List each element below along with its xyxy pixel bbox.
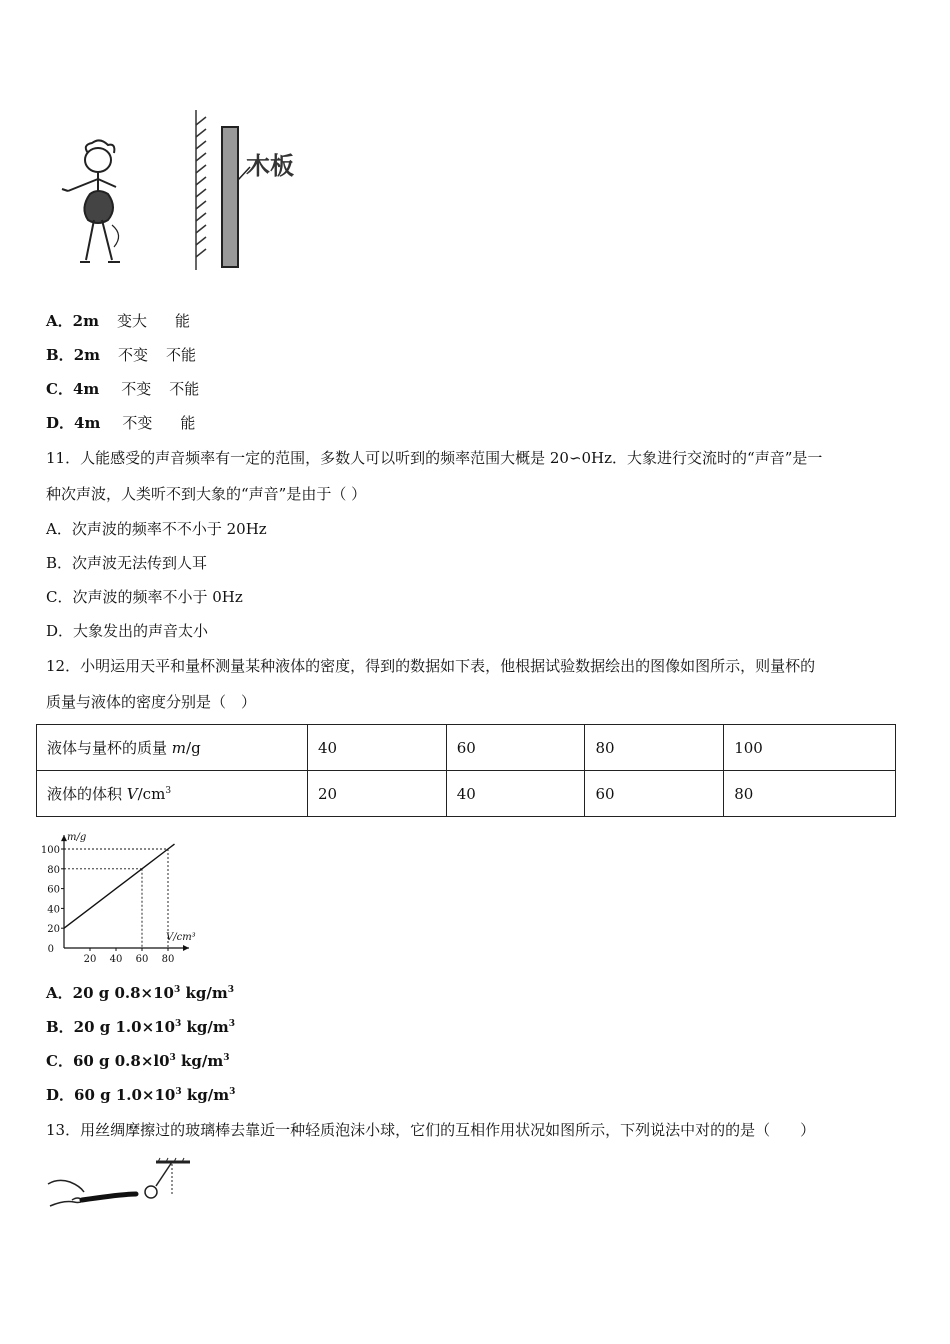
person-drawing [62,140,120,262]
hand-drawing [48,1180,86,1206]
q12-stem-line2: 质量与液体的密度分别是（ ） [46,693,257,711]
y-tick-label: 60 [47,884,60,896]
q10-option-b: B．2m 不变 不能 [46,346,197,364]
wall-hatching [196,110,206,270]
table-cell: 100 [724,725,896,771]
y-axis-label: m/g [67,832,87,843]
table-cell: 60 [446,725,585,771]
mass-volume-chart [36,826,216,966]
q10-option-d: D．4m 不变 能 [46,414,196,432]
y-tick-label: 100 [40,845,60,856]
q11-option-b: B．次声波无法传到人耳 [46,554,208,572]
q13-stem-line1: 13．用丝绸摩擦过的玻璃棒去靠近一种轻质泡沫小球，它们的互相作用状况如图所示，下列说法中对的的是（ ） [46,1121,816,1139]
q12-option-c: C．60 g $0.8\times l0^3$ $kg/m^3$ [46,1052,230,1070]
q12-option-d: D．60 g $1.0\times 10^3$ $kg/m^3$ [46,1086,236,1104]
x-tick-label: 60 [135,954,149,965]
x-axis-label: V/cm³ [166,932,196,943]
y-tick-label: 20 [47,924,60,936]
table-row [37,771,896,817]
q12-stem-line1: 12．小明运用天平和量杯测量某种液体的密度，得到的数据如下表，他根据试验数据绘出的图像如图所示，则量杯的 [46,657,816,675]
q11-stem-line2: 种次声波，人类听不到大象的“声音”是由于（ ） [46,485,367,503]
q11-stem-line1: 11．人能感受的声音频率有一定的范围，多数人可以听到的频率范围大概是 20∽0Hz．大象进行交流时的“声音”是一 [46,449,823,467]
table-header-volume: 液体的体积 $V/cm^3$ [37,771,308,817]
hanging-ball [145,1158,190,1198]
q10-option-c: C．4m 不变 不能 [46,380,200,398]
data-table [36,724,896,817]
q10-option-a: A．2m 变大 能 [46,312,190,330]
q12-option-b: B．20 g $1.0\times 10^3$ $kg/m^3$ [46,1018,236,1036]
table-cell: 80 [585,725,724,771]
q11-option-d: D．大象发出的声音太小 [46,622,209,640]
x-tick-label: 40 [109,954,123,965]
x-tick-label: 20 [83,954,97,965]
table-cell: 60 [585,771,724,817]
table-row [37,725,896,771]
board-label: 木板 [246,152,294,180]
y-tick-label: 40 [47,904,60,916]
origin-label: 0 [47,944,54,955]
series-line [64,844,175,928]
table-cell: 40 [446,771,585,817]
table-cell: 40 [308,725,447,771]
q12-option-a: A．20 g $0.8\times 10^3$ $kg/m^3$ [46,984,234,1002]
glass-rod [82,1194,136,1200]
glass-rod-ball-figure [44,1156,204,1218]
y-tick-label: 80 [47,864,60,876]
x-tick-label: 80 [161,954,175,965]
table-header-mass: 液体与量杯的质量 m/g [37,725,308,771]
wooden-board [222,127,238,267]
q11-option-c: C．次声波的频率不小于 0Hz [46,588,243,606]
table-cell: 80 [724,771,896,817]
q11-option-a: A．次声波的频率不不小于 20Hz [46,520,267,538]
table-cell: 20 [308,771,447,817]
mirror-board-figure [50,105,310,280]
x-axis-arrow [183,945,189,951]
